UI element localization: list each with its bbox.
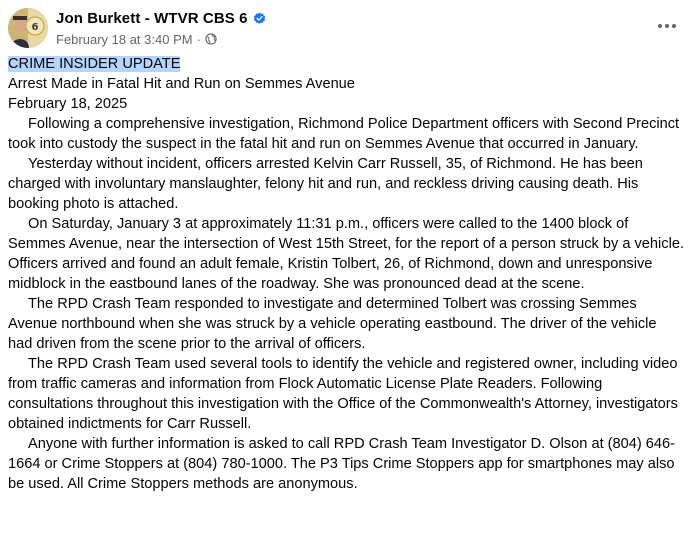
- profile-avatar[interactable]: [8, 8, 48, 48]
- article-paragraph: Yesterday without incident, officers arrested Kelvin Carr Russell, 35, of Richmond. He has been charged with involuntary manslaughter, felony hit and run, and reckless driving causing death. His booking photo is attached.: [8, 156, 643, 212]
- post-meta: [56, 31, 266, 47]
- article-headline: Arrest Made in Fatal Hit and Run on Semmes Avenue: [8, 76, 355, 92]
- meta-separator: ·: [196, 31, 201, 47]
- article-paragraph: On Saturday, January 3 at approximately 11:31 p.m., officers were called to the 1400 block of Semmes Avenue, near the intersection of West 15th Street, for the report of a person struck by a vehicle. Officers arrived and found an adult female, Kristin Tolbert, 26, of Richmond, down and unresponsive midblock in the eastbound lanes of the roadway. She was pronounced dead at the scene.: [8, 216, 684, 292]
- article-paragraph: The RPD Crash Team responded to investigate and determined Tolbert was crossing Semmes Avenue northbound when she was struck by a vehicle operating eastbound. The driver of the vehicle had driven from the scene prior to the arrival of officers.: [8, 296, 657, 352]
- kicker-highlight: CRIME INSIDER UPDATE: [8, 56, 181, 72]
- article-date: February 18, 2025: [8, 96, 128, 112]
- article-paragraph: Anyone with further information is asked to call RPD Crash Team Investigator D. Olson at (804) 646-1664 or Crime Stoppers at (804) 780-1000. The P3 Tips Crime Stoppers app for smartphones may also be used. All Crime Stoppers methods are anonymous.: [8, 436, 676, 492]
- more-options-icon: [655, 14, 679, 38]
- post-timestamp[interactable]: February 18 at 3:40 PM: [56, 31, 193, 47]
- post-header: [8, 8, 685, 48]
- article-paragraph: The RPD Crash Team used several tools to identify the vehicle and registered owner, including video from traffic cameras and information from Flock Automatic License Plate Readers. Following consultations throughout this investigation with the Office of the Commonwealth's Attorney, investigators obtained indictments for Carr Russell.: [8, 356, 678, 432]
- author-block: [56, 9, 266, 47]
- globe-icon[interactable]: [205, 33, 217, 45]
- more-options-button[interactable]: [655, 14, 679, 38]
- author-name[interactable]: Jon Burkett - WTVR CBS 6: [56, 9, 248, 27]
- svg-text:6: 6: [31, 22, 39, 33]
- article-kicker: [8, 54, 684, 74]
- author-line: [56, 9, 266, 27]
- post-body: [8, 54, 684, 494]
- verified-badge-icon: [253, 12, 266, 25]
- article-paragraph: Following a comprehensive investigation, Richmond Police Department officers with Second Precinct took into custody the suspect in the fatal hit and run on Semmes Avenue that occurred in January.: [8, 116, 680, 152]
